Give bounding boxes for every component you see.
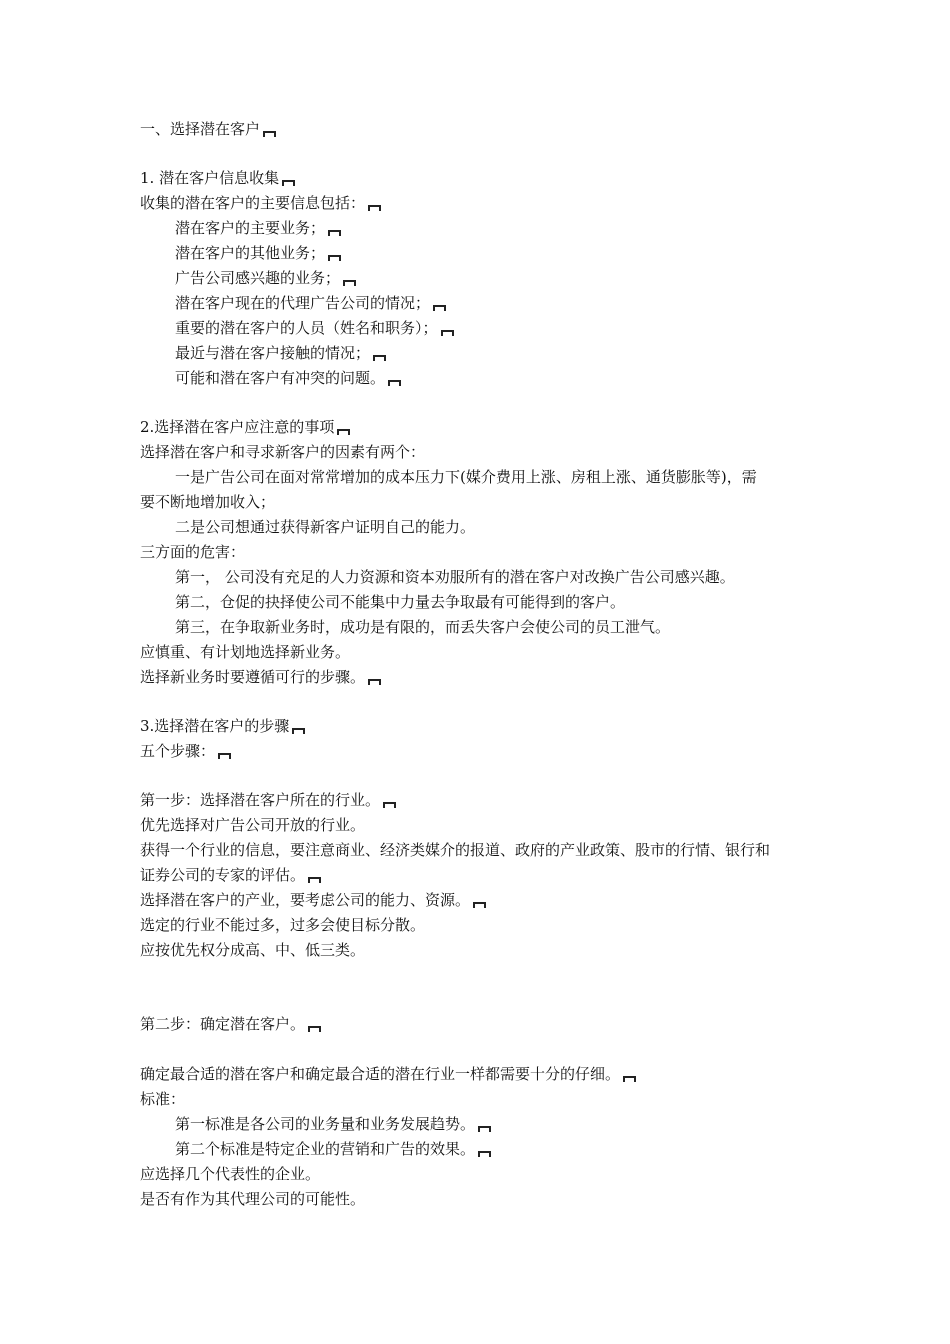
line-text: 潜在客户现在的代理广告公司的情况； bbox=[175, 294, 431, 312]
text-line bbox=[140, 119, 276, 139]
paragraph-mark-icon bbox=[388, 380, 401, 386]
text-line bbox=[175, 368, 401, 388]
paragraph-mark-icon bbox=[473, 902, 486, 908]
text-line bbox=[140, 1164, 320, 1184]
line-text: 第二步：确定潜在客户。 bbox=[140, 1015, 306, 1033]
line-text: 是否有作为其代理公司的可能性。 bbox=[140, 1190, 366, 1208]
line-text: 选择潜在客户的产业，要考虑公司的能力、资源。 bbox=[140, 891, 471, 909]
paragraph-mark-icon bbox=[383, 802, 396, 808]
text-line bbox=[175, 218, 341, 238]
line-text: 确定最合适的潜在客户和确定最合适的潜在行业一样都需要十分的仔细。 bbox=[140, 1065, 621, 1083]
line-text: 3.选择潜在客户的步骤 bbox=[140, 717, 290, 735]
line-text: 重要的潜在客户的人员（姓名和职务）； bbox=[175, 319, 438, 337]
line-text: 2.选择潜在客户应注意的事项 bbox=[140, 418, 335, 436]
line-text: 选择潜在客户和寻求新客户的因素有两个： bbox=[140, 443, 426, 461]
text-line bbox=[175, 243, 341, 263]
text-line bbox=[140, 667, 381, 687]
paragraph-mark-icon bbox=[478, 1151, 491, 1157]
line-text: 1. 潜在客户信息收集 bbox=[140, 169, 280, 187]
text-line bbox=[140, 1014, 321, 1034]
line-text: 可能和潜在客户有冲突的问题。 bbox=[175, 369, 386, 387]
line-text: 证券公司的专家的评估。 bbox=[140, 866, 306, 884]
paragraph-mark-icon bbox=[292, 728, 305, 734]
paragraph-mark-icon bbox=[328, 255, 341, 261]
line-text: 第一标准是各公司的业务量和业务发展趋势。 bbox=[175, 1115, 476, 1133]
text-line bbox=[140, 168, 295, 188]
paragraph-mark-icon bbox=[343, 280, 356, 286]
text-line bbox=[140, 492, 275, 512]
text-line bbox=[140, 442, 425, 462]
line-text: 第二，仓促的抉择使公司不能集中力量去争取最有可能得到的客户。 bbox=[175, 593, 626, 611]
paragraph-mark-icon bbox=[368, 205, 381, 211]
line-text: 潜在客户的主要业务； bbox=[175, 219, 326, 237]
paragraph-mark-icon bbox=[373, 355, 386, 361]
line-text: 获得一个行业的信息，要注意商业、经济类媒介的报道、政府的产业政策、股市的行情、银行和 bbox=[140, 841, 771, 859]
line-text: 潜在客户的其他业务； bbox=[175, 244, 326, 262]
text-line bbox=[140, 865, 321, 885]
text-line bbox=[140, 890, 486, 910]
line-text: 一、选择潜在客户 bbox=[140, 120, 261, 138]
text-line bbox=[140, 1189, 365, 1209]
line-text: 第一， 公司没有充足的人力资源和资本劝服所有的潜在客户对改换广告公司感兴趣。 bbox=[175, 568, 735, 586]
text-line bbox=[175, 343, 386, 363]
line-text: 第一步：选择潜在客户所在的行业。 bbox=[140, 791, 381, 809]
paragraph-mark-icon bbox=[308, 1026, 321, 1032]
line-text: 应按优先权分成高、中、低三类。 bbox=[140, 941, 366, 959]
paragraph-mark-icon bbox=[441, 330, 454, 336]
line-text: 选定的行业不能过多，过多会使目标分散。 bbox=[140, 916, 426, 934]
line-text: 五个步骤： bbox=[140, 742, 216, 760]
line-text: 第二个标准是特定企业的营销和广告的效果。 bbox=[175, 1140, 476, 1158]
paragraph-mark-icon bbox=[433, 305, 446, 311]
paragraph-mark-icon bbox=[308, 877, 321, 883]
paragraph-mark-icon bbox=[263, 131, 276, 137]
line-text: 应慎重、有计划地选择新业务。 bbox=[140, 643, 351, 661]
paragraph-mark-icon bbox=[623, 1076, 636, 1082]
line-text: 选择新业务时要遵循可行的步骤。 bbox=[140, 668, 366, 686]
text-line bbox=[140, 815, 365, 835]
text-line bbox=[175, 1114, 491, 1134]
text-line bbox=[140, 642, 350, 662]
line-text: 标准： bbox=[140, 1090, 186, 1108]
line-text: 要不断地增加收入； bbox=[140, 493, 276, 511]
paragraph-mark-icon bbox=[478, 1126, 491, 1132]
text-line bbox=[175, 268, 356, 288]
text-line bbox=[175, 592, 625, 612]
line-text: 广告公司感兴趣的业务； bbox=[175, 269, 341, 287]
text-line bbox=[140, 915, 425, 935]
line-text: 最近与潜在客户接触的情况； bbox=[175, 344, 371, 362]
text-line bbox=[140, 840, 770, 860]
text-line bbox=[175, 617, 670, 637]
paragraph-mark-icon bbox=[328, 230, 341, 236]
text-line bbox=[140, 542, 245, 562]
paragraph-mark-icon bbox=[368, 679, 381, 685]
text-line bbox=[175, 1139, 491, 1159]
paragraph-mark-icon bbox=[218, 753, 231, 759]
text-line bbox=[140, 940, 365, 960]
text-line bbox=[140, 790, 396, 810]
text-line bbox=[140, 193, 381, 213]
text-line bbox=[175, 318, 454, 338]
text-line bbox=[175, 517, 475, 537]
line-text: 二是公司想通过获得新客户证明自己的能力。 bbox=[175, 518, 476, 536]
line-text: 收集的潜在客户的主要信息包括： bbox=[140, 194, 366, 212]
text-line bbox=[140, 417, 350, 437]
text-line bbox=[140, 1064, 636, 1084]
text-line bbox=[175, 567, 735, 587]
line-text: 第三，在争取新业务时，成功是有限的，而丢失客户会使公司的员工泄气。 bbox=[175, 618, 671, 636]
line-text: 优先选择对广告公司开放的行业。 bbox=[140, 816, 366, 834]
text-line bbox=[140, 716, 305, 736]
line-text: 一是广告公司在面对常常增加的成本压力下(媒介费用上涨、房租上涨、通货膨胀等)，需 bbox=[175, 468, 757, 486]
paragraph-mark-icon bbox=[282, 180, 295, 186]
text-line bbox=[140, 741, 231, 761]
line-text: 应选择几个代表性的企业。 bbox=[140, 1165, 321, 1183]
line-text: 三方面的危害： bbox=[140, 543, 246, 561]
text-line bbox=[175, 293, 446, 313]
text-line bbox=[175, 467, 757, 487]
paragraph-mark-icon bbox=[337, 429, 350, 435]
text-line bbox=[140, 1089, 185, 1109]
